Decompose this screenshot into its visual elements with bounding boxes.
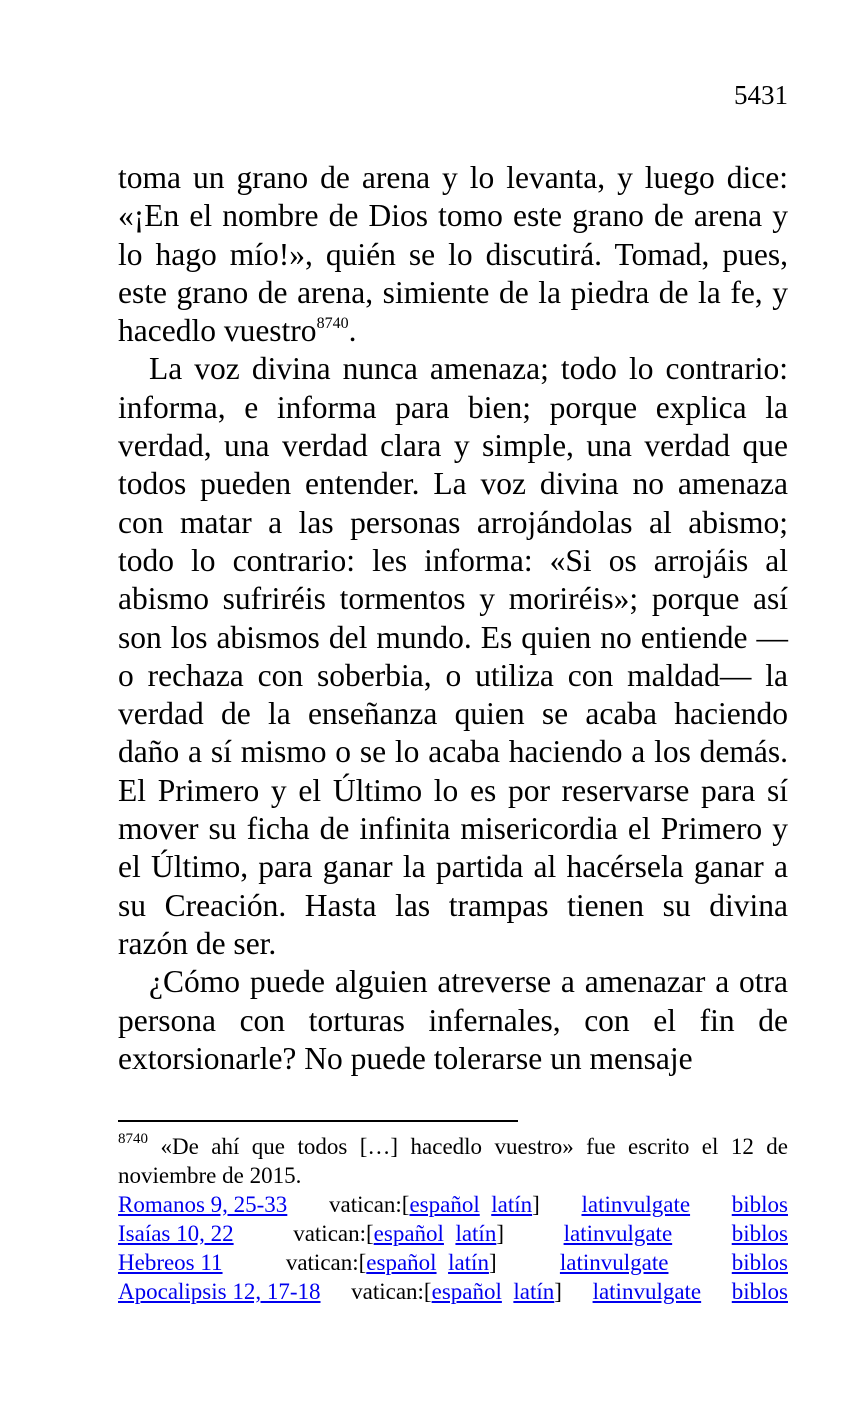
link-biblos[interactable]: biblos <box>731 1221 788 1246</box>
vatican-group <box>351 1277 562 1306</box>
link-espanol[interactable]: español <box>366 1250 437 1275</box>
reference-line-romanos <box>118 1190 788 1219</box>
link-latinvulgate[interactable]: latinvulgate <box>559 1250 669 1275</box>
body-text <box>118 159 788 1078</box>
reference-line-hebreos <box>118 1248 788 1277</box>
paragraph-1-period: . <box>348 313 357 349</box>
footnote-text: «De ahí que todos […] hacedlo vuestro» fue escrito el 12 de noviembre de 2015. <box>118 1134 789 1188</box>
bracket-close: ] <box>554 1279 562 1304</box>
footnote <box>118 1132 788 1190</box>
vatican-label: vatican:[ <box>293 1221 374 1246</box>
vatican-label: vatican:[ <box>351 1279 432 1304</box>
footnote-divider <box>118 1120 518 1122</box>
reference-line-apocalipsis <box>118 1277 788 1306</box>
page-number: 5431 <box>734 80 788 110</box>
paragraph-1 <box>118 159 788 350</box>
bracket-close: ] <box>496 1221 504 1246</box>
link-espanol[interactable]: español <box>409 1192 480 1217</box>
link-espanol[interactable]: español <box>431 1279 502 1304</box>
ref-link-apocalipsis[interactable]: Apocalipsis 12, 17-18 <box>118 1279 321 1304</box>
paragraph-1-text: toma un grano de arena y lo levanta, y luego dice: «¡En el nombre de Dios tomo este grano de arena y lo hago mío!», quién se lo discutirá. Tomad, pues, este grano de arena, simiente de la piedra de la fe, y hacedlo vuestro <box>118 160 788 349</box>
paragraph-2: La voz divina nunca amenaza; todo lo contrario: informa, e informa para bien; porque explica la verdad, una verdad clara y simple, una verdad que todos pueden entender. La voz divina no amenaza con matar a las personas arrojándolas al abismo; todo lo contrario: les informa: «Si os arrojáis al abismo sufriréis tormentos y moriréis»; porque así son los abismos del mundo. Es quien no entiende —o rechaza con soberbia, o utiliza con maldad— la verdad de la enseñanza quien se acaba haciendo daño a sí mismo o se lo acaba haciendo a los demás. El Primero y el Último lo es por reservarse para sí mover su ficha de infinita misericordia el Primero y el Último, para ganar la partida al hacérsela ganar a su Creación. Hasta las trampas tienen su divina razón de ser. <box>118 351 788 961</box>
link-biblos[interactable]: biblos <box>731 1250 788 1275</box>
link-latin[interactable]: latín <box>491 1192 533 1217</box>
link-latin[interactable]: latín <box>448 1250 489 1275</box>
vatican-label: vatican:[ <box>329 1192 410 1217</box>
vatican-group <box>329 1190 540 1219</box>
footnote-marker[interactable]: 8740 <box>316 315 349 333</box>
vatican-label: vatican:[ <box>285 1250 367 1275</box>
link-latinvulgate[interactable]: latinvulgate <box>563 1221 673 1246</box>
paragraph-3: ¿Cómo puede alguien atreverse a amenazar a otra persona con torturas infernales, con el fin de extorsionarle? No puede tolerarse un mensaje <box>118 964 788 1076</box>
ref-link-romanos[interactable]: Romanos 9, 25-33 <box>118 1192 288 1217</box>
footnote-number: 8740 <box>118 1131 148 1147</box>
link-biblos[interactable]: biblos <box>731 1279 788 1304</box>
vatican-group <box>286 1248 497 1277</box>
ref-link-hebreos[interactable]: Hebreos 11 <box>118 1250 223 1275</box>
link-latin[interactable]: latín <box>455 1221 497 1246</box>
link-latinvulgate[interactable]: latinvulgate <box>592 1279 702 1304</box>
link-latin[interactable]: latín <box>513 1279 555 1304</box>
link-biblos[interactable]: biblos <box>731 1192 788 1217</box>
bracket-close: ] <box>488 1250 497 1275</box>
link-latinvulgate[interactable]: latinvulgate <box>581 1192 691 1217</box>
bracket-close: ] <box>532 1192 540 1217</box>
footnotes <box>118 1132 788 1306</box>
reference-line-isaias <box>118 1219 788 1248</box>
ref-link-isaias[interactable]: Isaías 10, 22 <box>118 1221 234 1246</box>
link-espanol[interactable]: español <box>373 1221 444 1246</box>
vatican-group <box>293 1219 504 1248</box>
